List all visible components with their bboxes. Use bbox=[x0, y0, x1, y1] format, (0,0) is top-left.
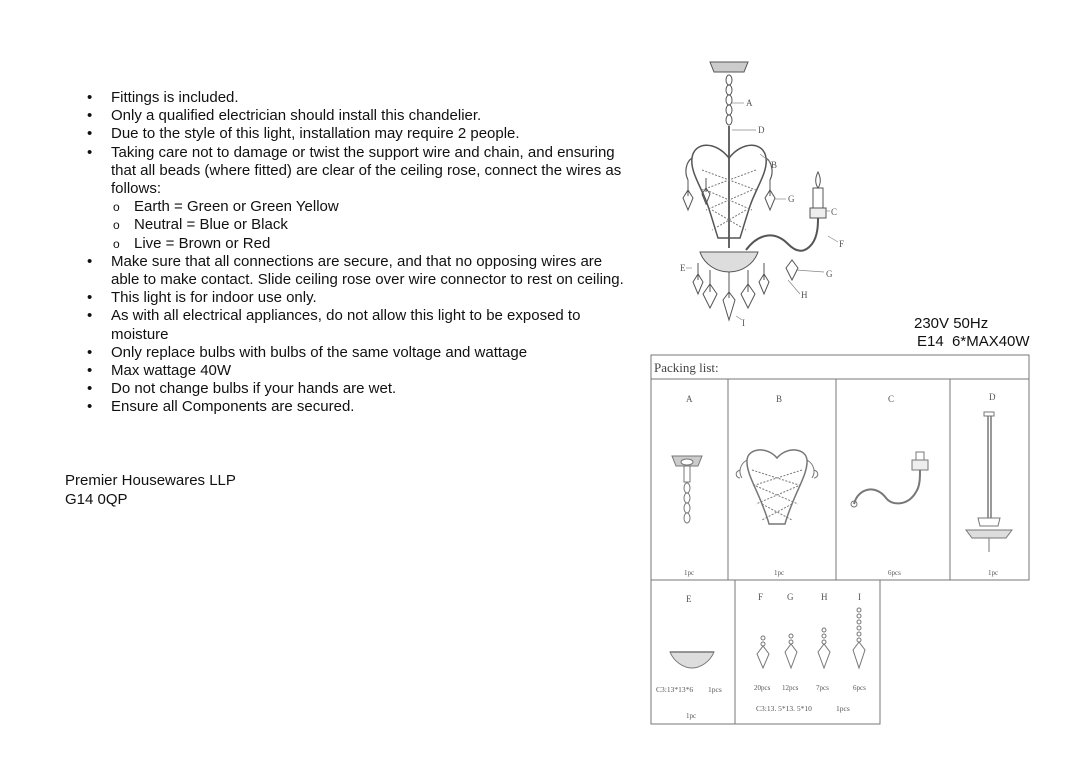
instruction-item: • As with all electrical appliances, do not allow this light to be exposed to moisture bbox=[84, 307, 629, 343]
part-label-c: C bbox=[888, 394, 895, 404]
instruction-item: • Only a qualified electrician should install this chandelier. bbox=[84, 107, 629, 125]
part-note-e: C3:13*13*6 bbox=[656, 685, 694, 694]
bowl-shape bbox=[700, 252, 758, 272]
part-qty-g: 12pcs bbox=[782, 684, 799, 692]
part-fghi-drawing bbox=[757, 608, 865, 668]
diagram-label-g-top: G bbox=[788, 194, 795, 204]
installation-instructions bbox=[84, 89, 629, 417]
part-label-i: I bbox=[858, 592, 861, 602]
diagram-label-f: F bbox=[839, 239, 845, 249]
wiring-list bbox=[111, 198, 629, 253]
company-postcode: G14 0QP bbox=[65, 491, 128, 508]
instruction-item: • Only replace bulbs with bulbs of the same voltage and wattage bbox=[84, 344, 629, 362]
company-address bbox=[65, 471, 236, 509]
instruction-item: • Make sure that all connections are secure, and that no opposing wires are able to make contact. Slide ceiling rose over wire connector to rest on ceiling. bbox=[84, 253, 629, 289]
part-label-h: H bbox=[821, 592, 828, 602]
part-note-fghi-qty: 1pcs bbox=[836, 704, 850, 713]
diagram-label-g: G bbox=[826, 269, 833, 279]
instruction-item: • Fittings is included. bbox=[84, 89, 629, 107]
bulb-spec: E14 6*MAX40W bbox=[917, 333, 1030, 350]
part-d-drawing bbox=[966, 412, 1012, 552]
part-qty-d: 1pc bbox=[988, 569, 999, 577]
part-label-f: F bbox=[758, 592, 764, 602]
part-label-g: G bbox=[787, 592, 794, 602]
instruction-item: • Max wattage 40W bbox=[84, 362, 629, 380]
diagram-label-b: B bbox=[771, 160, 778, 170]
diagram-label-a: A bbox=[746, 98, 753, 108]
part-qty-h: 7pcs bbox=[816, 684, 829, 692]
diagram-label-c: C bbox=[831, 207, 838, 217]
instruction-item: • Due to the style of this light, installation may require 2 people. bbox=[84, 125, 629, 143]
instruction-item: • Ensure all Components are secured. bbox=[84, 398, 629, 416]
part-qty-c: 6pcs bbox=[888, 569, 901, 577]
instruction-item: • This light is for indoor use only. bbox=[84, 289, 629, 307]
part-e-drawing bbox=[670, 652, 714, 668]
part-qty-f: 20pcs bbox=[754, 684, 771, 692]
packing-list bbox=[648, 352, 1033, 728]
part-a-drawing bbox=[672, 456, 702, 523]
part-qty-e: 1pc bbox=[686, 712, 697, 720]
candle-shape bbox=[810, 208, 826, 218]
part-qty-b: 1pc bbox=[774, 569, 785, 577]
voltage-spec: 230V 50Hz bbox=[914, 315, 989, 332]
wiring-item-neutral: o Neutral = Blue or Black bbox=[111, 216, 629, 234]
diagram-label-e: E bbox=[680, 263, 686, 273]
company-name: Premier Housewares LLP bbox=[65, 472, 236, 489]
wiring-item-earth: o Earth = Green or Green Yellow bbox=[111, 198, 629, 216]
part-label-e: E bbox=[686, 594, 692, 604]
instruction-item bbox=[84, 144, 629, 253]
chandelier-diagram bbox=[670, 58, 860, 330]
instruction-item: • Do not change bulbs if your hands are wet. bbox=[84, 380, 629, 398]
part-c-drawing bbox=[851, 452, 928, 507]
diagram-label-h: H bbox=[801, 290, 808, 300]
instruction-text: Taking care not to damage or twist the support wire and chain, and ensuring that all beads (where fitted) are clear of the ceiling rose, connect the wires as follows: bbox=[111, 143, 622, 198]
packing-list-title: Packing list: bbox=[654, 360, 719, 375]
part-note-fghi: C3:13. 5*13. 5*10 bbox=[756, 704, 812, 713]
part-qty-i: 6pcs bbox=[853, 684, 866, 692]
part-qty-a: 1pc bbox=[684, 569, 695, 577]
part-label-b: B bbox=[776, 394, 783, 404]
chain-shape bbox=[726, 75, 732, 125]
part-note-e-qty: 1pcs bbox=[708, 685, 722, 694]
diagram-label-i: I bbox=[742, 318, 745, 328]
wiring-item-live: o Live = Brown or Red bbox=[111, 235, 629, 253]
diagram-label-d: D bbox=[758, 125, 765, 135]
bottom-crystals-shape bbox=[693, 260, 798, 320]
part-label-d: D bbox=[989, 392, 996, 402]
part-label-a: A bbox=[686, 394, 693, 404]
arm-shape bbox=[746, 218, 818, 251]
part-b-drawing bbox=[736, 450, 818, 524]
ceiling-rose-shape bbox=[710, 62, 748, 72]
